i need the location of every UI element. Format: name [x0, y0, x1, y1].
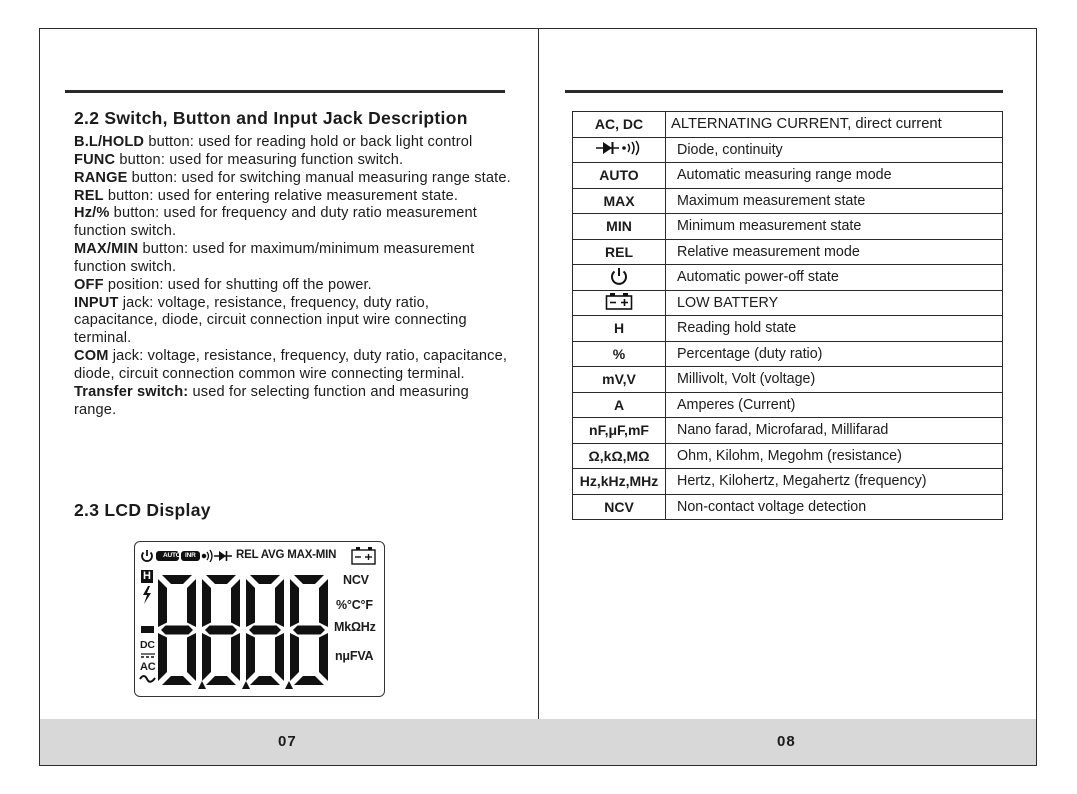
symbol-meaning: Reading hold state	[666, 316, 1003, 342]
symbol-cell	[573, 265, 666, 291]
symbol-cell: A	[573, 392, 666, 418]
description-text: button: used for measuring function switch.	[115, 151, 404, 168]
symbol-cell: AC, DC	[573, 112, 666, 138]
lcd-digit-1-segment	[161, 626, 193, 635]
lcd-inr-text: INR	[185, 552, 196, 559]
lcd-digit-1-segment	[187, 633, 196, 681]
lcd-ac-wave	[140, 676, 155, 682]
lcd-lightning-icon	[143, 586, 151, 604]
description-text: used for selecting function and measuring range.	[74, 383, 469, 418]
description-item	[74, 152, 514, 170]
symbol-row	[573, 137, 1003, 163]
symbol-cell: MIN	[573, 214, 666, 240]
symbol-row	[573, 316, 1003, 342]
lcd-digit-4-segment	[294, 676, 324, 685]
description-list	[74, 134, 514, 420]
lcd-digit-3-segment	[249, 626, 281, 635]
lcd-digit-3-segment	[250, 676, 280, 685]
page-divider	[538, 28, 539, 766]
lcd-digit-3-segment	[275, 579, 284, 627]
description-item	[74, 241, 514, 277]
lcd-digit-4-segment	[294, 575, 324, 584]
section-title: 2.2 Switch, Button and Input Jack Description	[74, 108, 468, 128]
description-term: MAX/MIN	[74, 241, 139, 258]
symbol-cell: H	[573, 316, 666, 342]
symbol-cell: Ω,kΩ,MΩ	[573, 443, 666, 469]
description-item	[74, 295, 514, 349]
lcd-ac-label: AC	[140, 661, 156, 673]
lcd-digit-2-segment	[202, 579, 211, 627]
symbol-row	[573, 367, 1003, 393]
description-item	[74, 384, 514, 420]
symbol-meaning: LOW BATTERY	[666, 290, 1003, 316]
description-term: INPUT	[74, 294, 119, 311]
symbol-row	[573, 392, 1003, 418]
lcd-auto-text: AUTO	[163, 552, 181, 559]
lcd-ncv-label: NCV	[343, 573, 369, 587]
symbol-row	[573, 163, 1003, 189]
lcd-power-icon	[142, 550, 152, 561]
description-text: button: used for reading hold or back light control	[144, 134, 473, 150]
lcd-digit-3-segment	[246, 579, 255, 627]
lcd-digit-1-segment	[162, 575, 192, 584]
description-term: FUNC	[74, 151, 116, 168]
lcd-digit-4-segment	[290, 633, 299, 681]
description-term: RANGE	[74, 169, 128, 186]
description-text: button: used for switching manual measuring range state.	[127, 169, 511, 186]
lcd-dc-label: DC	[140, 639, 155, 651]
symbol-meaning: Nano farad, Microfarad, Millifarad	[666, 418, 1003, 444]
description-term: COM	[74, 348, 109, 365]
diode-continuity-icon	[594, 140, 644, 159]
lcd-digit-1-segment	[162, 676, 192, 685]
lcd-continuity-icon	[202, 550, 212, 562]
lcd-freq-units: MkΩHz	[334, 620, 376, 634]
lcd-digit-2-segment	[231, 633, 240, 681]
lcd-mode-row: REL AVG MAX-MIN	[236, 549, 337, 561]
symbol-cell: nF,μF,mF	[573, 418, 666, 444]
lcd-digit-4-segment	[319, 633, 328, 681]
symbol-meaning: Minimum measurement state	[666, 214, 1003, 240]
symbol-cell: REL	[573, 239, 666, 265]
lcd-digit-2-segment	[205, 626, 237, 635]
lcd-digit-3-segment	[246, 633, 255, 681]
symbol-meaning: Hertz, Kilohertz, Megahertz (frequency)	[666, 469, 1003, 495]
symbol-table	[572, 111, 1003, 520]
description-item	[74, 188, 514, 206]
description-term: REL	[74, 187, 104, 204]
lcd-digits	[158, 575, 328, 685]
symbol-row	[573, 112, 1003, 138]
lcd-decimal-1	[198, 681, 206, 689]
lcd-digit-1-segment	[158, 579, 167, 627]
left-header-rule	[65, 90, 505, 93]
right-header-rule	[565, 90, 1003, 93]
symbol-row	[573, 290, 1003, 316]
symbol-row	[573, 443, 1003, 469]
battery-icon	[605, 292, 633, 313]
symbol-cell: Hz,kHz,MHz	[573, 469, 666, 495]
symbol-row	[573, 469, 1003, 495]
lcd-minus-segment	[141, 626, 154, 633]
lcd-digit-2-segment	[231, 579, 240, 627]
description-term: B.L/HOLD	[74, 134, 145, 150]
lcd-digit-2-segment	[202, 633, 211, 681]
symbol-row	[573, 494, 1003, 520]
description-text: jack: voltage, resistance, frequency, duty ratio, capacitance, diode, circuit connection common wire connecting terminal.	[74, 348, 508, 382]
symbol-meaning: Millivolt, Volt (voltage)	[666, 367, 1003, 393]
symbol-meaning: Relative measurement mode	[666, 239, 1003, 265]
symbol-meaning: Percentage (duty ratio)	[666, 341, 1003, 367]
page-number-left: 07	[278, 733, 297, 750]
lcd-cap-units: nμFVA	[335, 649, 374, 663]
lcd-hold-letter: H	[143, 570, 151, 582]
symbol-meaning: Ohm, Kilohm, Megohm (resistance)	[666, 443, 1003, 469]
page-number-right: 08	[777, 733, 796, 750]
symbol-row	[573, 188, 1003, 214]
symbol-cell	[573, 137, 666, 163]
lcd-diode-icon	[214, 551, 232, 561]
description-term: Hz/%	[74, 205, 110, 222]
lcd-decimal-2	[242, 681, 250, 689]
symbol-row	[573, 239, 1003, 265]
power-off-icon	[609, 266, 629, 289]
symbol-row	[573, 341, 1003, 367]
description-item	[74, 205, 514, 241]
description-text: button: used for frequency and duty ratio measurement function switch.	[74, 205, 477, 240]
symbol-meaning: Maximum measurement state	[666, 188, 1003, 214]
symbol-meaning: Automatic power-off state	[666, 265, 1003, 291]
lcd-digit-4-segment	[290, 579, 299, 627]
description-item	[74, 170, 514, 188]
description-term: OFF	[74, 276, 104, 293]
symbol-meaning: Automatic measuring range mode	[666, 163, 1003, 189]
lcd-digit-4-segment	[319, 579, 328, 627]
description-term: Transfer switch:	[74, 383, 189, 400]
symbol-meaning: Diode, continuity	[666, 137, 1003, 163]
lcd-digit-1-segment	[158, 633, 167, 681]
lcd-battery-icon	[352, 547, 375, 564]
lcd-drawing	[135, 542, 383, 695]
description-item	[74, 134, 514, 152]
lcd-display	[134, 541, 385, 697]
symbol-cell: AUTO	[573, 163, 666, 189]
lcd-digit-2-segment	[206, 676, 236, 685]
description-item	[74, 348, 514, 384]
symbol-row	[573, 214, 1003, 240]
symbol-cell	[573, 290, 666, 316]
lcd-digit-4-segment	[293, 626, 325, 635]
symbol-row	[573, 418, 1003, 444]
symbol-cell: mV,V	[573, 367, 666, 393]
symbol-row	[573, 265, 1003, 291]
symbol-cell: %	[573, 341, 666, 367]
symbol-cell: NCV	[573, 494, 666, 520]
lcd-digit-3-segment	[275, 633, 284, 681]
description-text: position: used for shutting off the power.	[103, 276, 372, 293]
symbol-cell: MAX	[573, 188, 666, 214]
lcd-digit-3-segment	[250, 575, 280, 584]
lcd-digit-1-segment	[187, 579, 196, 627]
lcd-section-title: 2.3 LCD Display	[74, 500, 211, 520]
description-text: button: used for entering relative measurement state.	[103, 187, 459, 204]
lcd-temp-units: %°C°F	[336, 598, 373, 612]
symbol-meaning: Amperes (Current)	[666, 392, 1003, 418]
description-text: jack: voltage, resistance, frequency, duty ratio, capacitance, diode, circuit connection input wire connecting terminal.	[74, 294, 467, 347]
symbol-meaning: ALTERNATING CURRENT, direct current	[666, 112, 1003, 138]
symbol-meaning: Non-contact voltage detection	[666, 494, 1003, 520]
description-text: button: used for maximum/minimum measurement function switch.	[74, 241, 475, 275]
description-item	[74, 277, 514, 295]
footer-band	[40, 719, 1036, 765]
lcd-digit-2-segment	[206, 575, 236, 584]
lcd-decimal-3	[285, 681, 293, 689]
